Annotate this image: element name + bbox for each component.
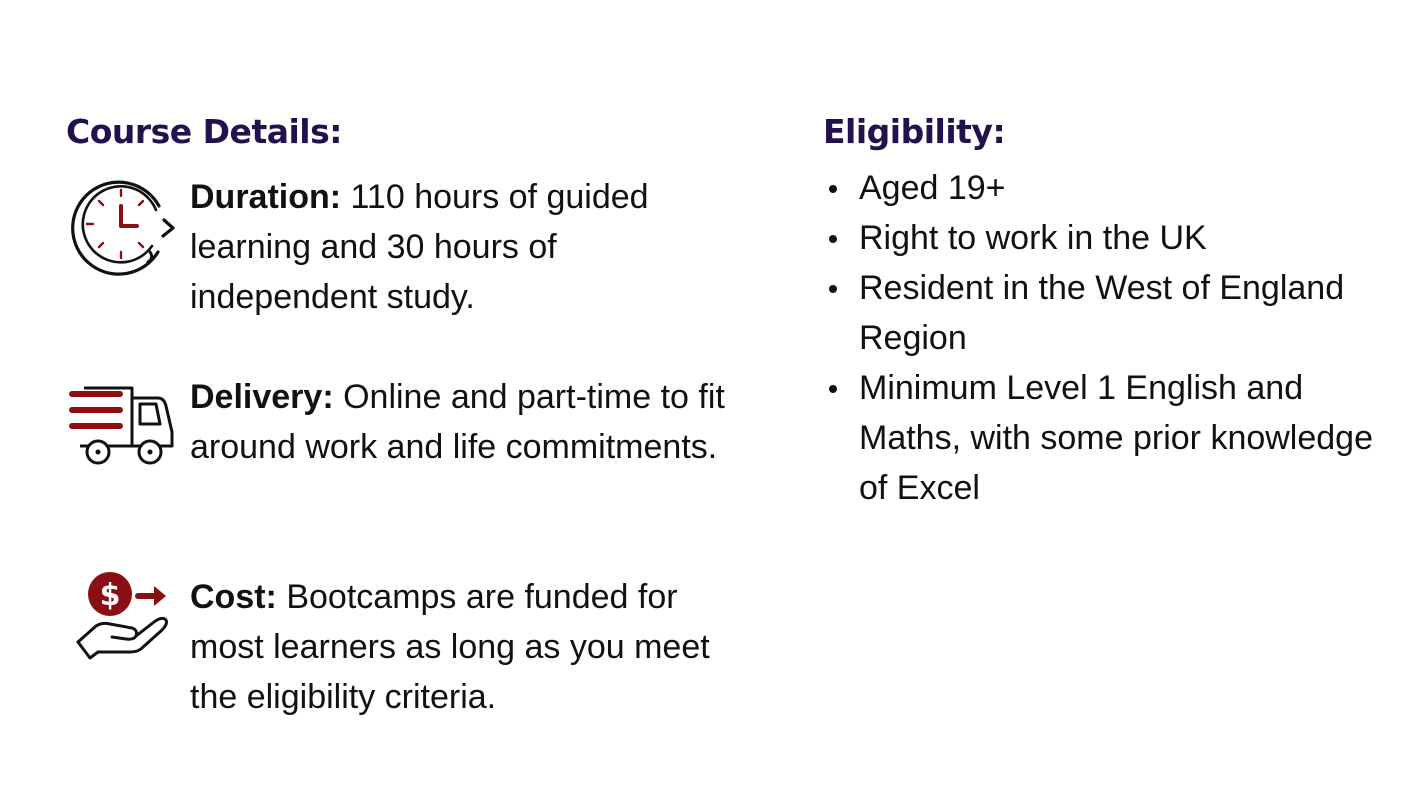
course-details-heading: Course Details: — [66, 112, 342, 151]
delivery-label: Delivery: — [190, 378, 334, 416]
delivery-text — [190, 372, 730, 472]
eligibility-heading: Eligibility: — [823, 112, 1006, 151]
duration-label: Duration: — [190, 178, 342, 216]
eligibility-item-qualifications: Minimum Level 1 English and Maths, with some prior knowledge of Excel — [823, 363, 1383, 513]
money-hand-icon — [72, 566, 182, 676]
cost-label: Cost: — [190, 578, 277, 616]
cost-value: Bootcamps are funded for most learners as long as you meet the eligibility criteria. — [190, 578, 710, 716]
cost-text — [190, 572, 730, 722]
duration-text — [190, 172, 730, 322]
eligibility-list — [823, 163, 1383, 513]
delivery-value: Online and part-time to fit around work and life commitments. — [190, 378, 725, 466]
clock-icon — [70, 170, 180, 280]
delivery-truck-icon — [66, 372, 176, 482]
duration-value: 110 hours of guided learning and 30 hours of independent study. — [190, 178, 649, 316]
eligibility-item-right-to-work: Right to work in the UK — [823, 213, 1383, 263]
eligibility-item-age: Aged 19+ — [823, 163, 1383, 213]
svg-text:$: $ — [99, 578, 121, 613]
eligibility-item-residency: Resident in the West of England Region — [823, 263, 1383, 363]
